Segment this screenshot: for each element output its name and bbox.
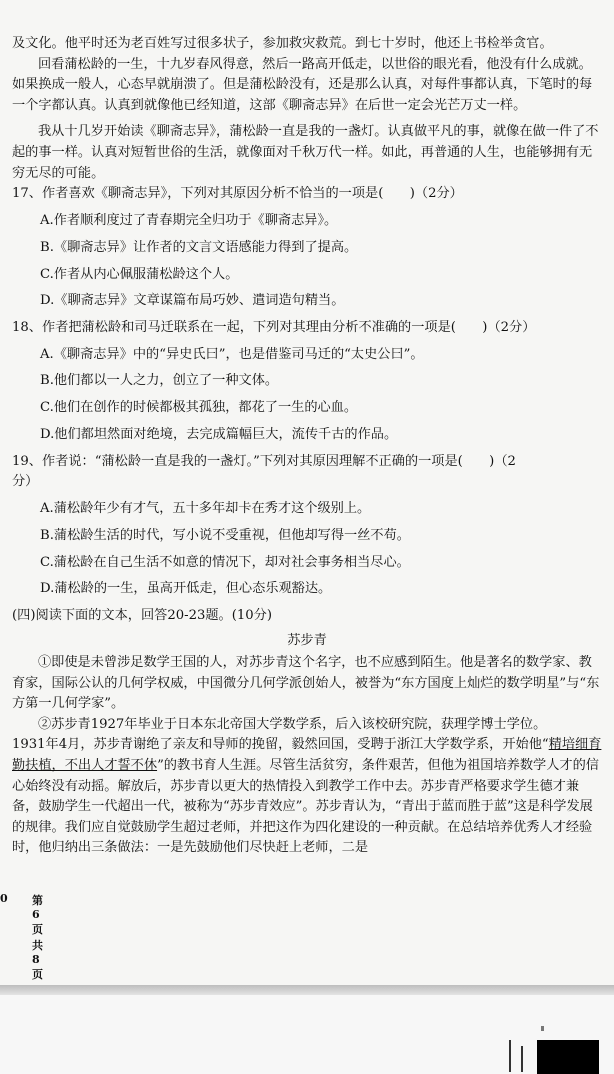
article-text-after: ”的教书育人生涯。尽管生活贫穷，条件艰苦，但他为祖国培养数学人才的信心始终没有动摇。解放后，苏步青以更大的热情投入到教学工作中去。苏步青严格要求学生德才兼备，鼓励学生一代超出一代，被称为“苏步青效应”。苏步青认为，“青出于蓝而胜于蓝”这是科学发展的规律。我们应自觉鼓励学生超过老师，并把这作为四化建设的一种贡献。在总结培养优秀人才经验时，他归纳出三条做法：一是先鼓励他们尽快赶上老师，二是: [12, 758, 599, 856]
option-d: D.他们都坦然面对绝境，去完成篇幅巨大，流传千古的作品。: [40, 427, 398, 442]
scan-line-mark: [509, 1040, 511, 1072]
footer-mark: 0: [0, 892, 9, 905]
question-stem-continued: 分）: [12, 474, 39, 490]
option-d: D.《聊斋志异》文章谋篇布局巧妙、遣词造句精当。: [40, 293, 345, 309]
option-a: A.蒲松龄年少有才气，五十多年却卡在秀才这个级别上。: [40, 500, 371, 516]
option-a: A.《聊斋志异》中的“异史氏曰”，也是借鉴司马迁的“太史公曰”。: [40, 346, 424, 362]
question-stem: 17、作者喜欢《聊斋志异》，下列对其原因分析不恰当的一项是( )（2分）: [12, 186, 463, 202]
option-b: B.《聊斋志异》让作者的文言文语感能力得到了提高。: [40, 239, 358, 255]
scan-edge-shadow: [0, 985, 614, 995]
option-c: C.作者从内心佩服蒲松龄这个人。: [40, 266, 239, 282]
section-heading: (四)阅读下面的文本，回答20-23题。(10分): [12, 607, 273, 623]
option-c: C.蒲松龄在自己生活不如意的情况下，却对社会事务相当尽心。: [40, 554, 410, 570]
paragraph-top-1: 及文化。他平时还为老百姓写过很多状子，参加救灾救荒。到七十岁时，他还上书检举贪官。: [12, 36, 553, 51]
question-stem: 19、作者说：“蒲松龄一直是我的一盏灯。”下列对其原因理解不正确的一项是( )（2: [12, 453, 516, 469]
page-content: [12, 34, 602, 859]
option-b: B.蒲松龄生活的时代，写小说不受重视，但他却写得一丝不苟。: [40, 527, 410, 543]
option-d: D.蒲松龄的一生，虽高开低走，但心态乐观豁达。: [40, 581, 332, 597]
option-a: A.作者顺利度过了青春期完全归功于《聊斋志异》。: [40, 212, 338, 228]
underlined-quote: 精培细育勤扶植，不出人才誓不休: [12, 737, 602, 774]
article-text-before: 1931年4月，苏步青谢绝了亲友和导师的挽留，毅然回国，受聘于浙江大学数学系，开始他“: [12, 737, 549, 753]
option-b: B.他们都以一人之力，创立了一种文体。: [40, 373, 279, 389]
question-17: [12, 184, 602, 312]
scan-line-mark: [521, 1046, 523, 1072]
question-19: [12, 452, 602, 600]
question-18: [12, 318, 602, 446]
paragraph-top-2: 回看蒲松龄的一生，十九岁春风得意，然后一路高开低走，以世俗的眼光看，他没有什么成就。如果换成一般人，心态早就崩溃了。但是蒲松龄没有，还是那么认真，对每件事都认真，下笔时的每一个字都认真。认真到就像他已经知道，这部《聊斋志异》在后世一定会光芒万丈一样。: [12, 56, 593, 113]
scan-speck: [541, 1026, 544, 1031]
option-c: C.他们在创作的时候都极其孤独，都花了一生的心血。: [40, 400, 358, 416]
article-paragraph-2: [12, 735, 602, 859]
article-paragraph-2-line-1: ②苏步青1927年毕业于日本东北帝国大学数学系，后入该校研究院，获理学博士学位。: [38, 716, 547, 732]
paragraph-top-3: 我从十几岁开始读《聊斋志异》，蒲松龄一直是我的一盏灯。认真做平凡的事，就像在做一件了不起的事一样。认真对短暂世俗的生活，就像面对千秋万代一样。如此，再普通的人生，也能够拥有无穷无尽的可能。: [12, 124, 599, 181]
black-corner-block: [537, 1040, 599, 1074]
page-number: 第6页共8页: [32, 894, 44, 981]
article-title: 苏步青: [287, 632, 327, 648]
question-stem: 18、作者把蒲松龄和司马迁联系在一起，下列对其理由分析不准确的一项是( )（2分）: [12, 319, 536, 335]
article-paragraph-1: ①即使是未曾涉足数学王国的人，对苏步青这个名字，也不应感到陌生。他是著名的数学家、教育家，国际公认的几何学权威，中国微分几何学派创始人，被誉为“东方国度上灿烂的数学明星”与“东方第一几何学家”。: [12, 655, 600, 712]
